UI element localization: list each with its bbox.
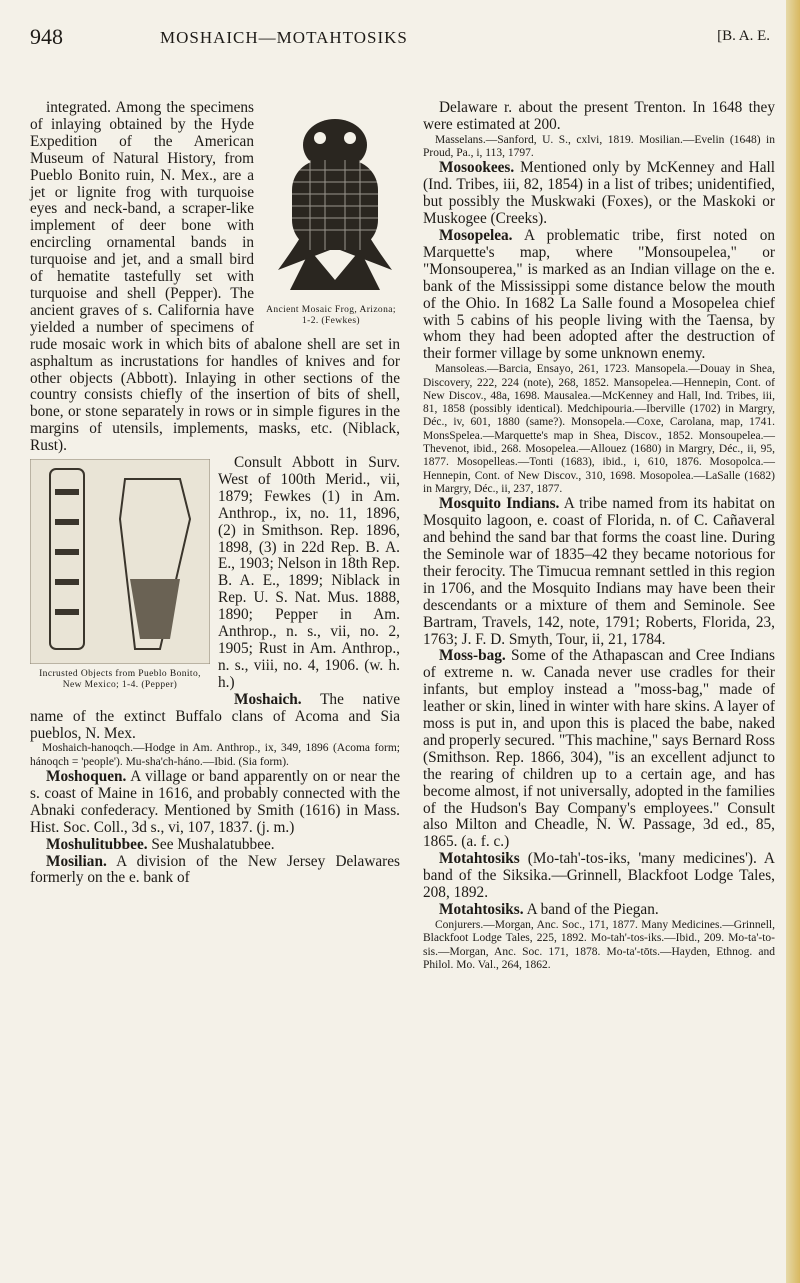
headword: Motahtosiks: [439, 850, 520, 868]
entry-moshulitubbee: Moshulitubbee. See Mushalatubbee.: [46, 835, 275, 853]
page-number: 948: [30, 24, 63, 49]
headword: Moshaich.: [234, 690, 302, 708]
entry-motahtosiks-piegan: Motahtosiks. A band of the Piegan.: [439, 901, 659, 918]
left-column: [30, 100, 400, 887]
ref-motahtosiks: Conjurers.—Morgan, Anc. Soc., 171, 1877. Many Medicines.—Grinnell, Blackfoot Lodge Tales, 225, 1892. Mo-tah'-tos-iks.—Ibid., 209. Mo-ta'-to-sis.—Morgan, Anc. Soc. 171, 1878. Mo-ta'-tōts.—Hayden, Ethnog. and Philol. Mo. Val., 264, 1862.: [423, 918, 775, 971]
ref-mosilian: Masselans.—Sanford, U. S., cxlvi, 1819. Mosilian.—Evelin (1648) in Proud, Pa., i, 113, 1797.: [423, 133, 775, 160]
headword: Moshulitubbee.: [46, 835, 148, 853]
headword: Mosopelea.: [439, 227, 513, 245]
entry-mosquito: Mosquito Indians. A tribe named from its habitat on Mosquito lagoon, e. coast of Florida, n. of C. Cañaveral and behind the sand bar that forms the coast line. During the Seminole war of 1835–42 they became notorious for their ferocity. The Timucua remnant settled in this region in 1706, and the Mosquito Indians may have been their descendants or a mixture of them and Seminole. See Bartram, Travels, 142, note, 1791; Roberts, Florida, 23, 1763; J. F. D. Smyth, Tour, ii, 21, 1784.: [423, 495, 775, 648]
incrusted-objects-illustration: [30, 459, 210, 664]
entry-mosilian: Mosilian. A division of the New Jersey Delawares formerly on the e. bank of: [30, 852, 400, 887]
headword: Mosilian.: [46, 852, 107, 870]
entry-motahtosiks-siksika: Motahtosiks (Mo-tah'-tos-iks, 'many medicines'). A band of the Siksika.—Grinnell, Blackfoot Lodge Tales, 208, 1892.: [423, 850, 775, 902]
pueblo-caption: Incrusted Objects from Pueblo Bonito, New Mexico; 1-4. (Pepper): [39, 668, 201, 690]
mosilian-continued: Delaware r. about the present Trenton. In 1648 they were estimated at 200.: [423, 99, 775, 133]
running-title: MOSHAICH—MOTAHTOSIKS: [160, 28, 408, 47]
entry-mosookees: Mosookees. Mentioned only by McKenney and Hall (Ind. Tribes, iii, 82, 1854) in a list of tribes; unidentified, but possibly the Muskwaki (Foxes), or the Maskoki or Muskogee (Creeks).: [423, 159, 776, 228]
entry-mosopelea: Mosopelea. A problematic tribe, first noted on Marquette's map, where "Monsoupelea," or "Monsouperea," is marked as an Indian village on the e. bank of the Mississippi some distance below the mouth of the Ohio. In 1682 La Salle found a Mosopelea chief with 5 cabins of his people living with the Taensa, by whom they had been adopted after the destruction of their former village by some unknown enemy.: [423, 227, 775, 363]
headword: Moss-bag.: [439, 647, 506, 665]
headword: Moshoquen.: [46, 768, 127, 786]
ref-mosopelea: Mansoleas.—Barcia, Ensayo, 261, 1723. Mansopela.—Douay in Shea, Discovery, 222, 224 (note), 268, 1852. Mansopelea.—Hennepin, Cont. of New Discov., 48a, 1698. Mausalea.—McKenney and Hall, Ind. Tribes, iii, 81, 1858 (possibly identical). Medchipouria.—Iberville (1702) in Margry, Déc., iv, 601, 1880 (same?). Monsopela.—Coxe, Carolana, map, 1741. MonsSpelea.—Marquette's map in Shea, Discov., 1852. Monsoupelea.—Thevenot, ibid., 268. Mosopelea.—Allouez (1680) in Margry, Déc., ii, 95, 1877. Mosopelleas.—Tonti (1683), ibid., i, 610, 1876. Mosopolca.—Hennepin, Cont. of New Discov., 310, 1698. Mosopolea.—LaSalle (1682) in Margry, Déc., ii, 237, 1877.: [423, 363, 775, 495]
headword: Mosquito Indians.: [439, 495, 560, 513]
headword: Mosookees.: [439, 159, 515, 177]
book-spine-edge: [786, 0, 800, 1283]
consult-paragraph: Consult Abbott in Surv. West of 100th Merid., vii, 1879; Fewkes (1) in Am. Anthrop., ix, no. 11, 1896, (2) in Smithson. Rep. 1896, 1898, (3) in 22d Rep. B. A. E., 1903; Nelson in 18th Rep. B. A. E., 1899; Niblack in Rep. U. S. Nat. Mus. 1888, 1890; Pepper in Am. Anthrop., n. s., vii, no. 2, 1905; Rust in Am. Anthrop., n. s., viii, no. 4, 1906. (w. h. h.): [218, 454, 400, 691]
page-header: [30, 24, 770, 64]
ref-moshaich: Moshaich-hanoqch.—Hodge in Am. Anthrop., ix, 349, 1896 (Acoma form; hánoqch = 'people'). Mu-sha'ch-háno.—Ibid. (Sia form).: [30, 742, 400, 768]
headword: Motahtosiks.: [439, 901, 524, 918]
frog-illustration: [270, 100, 400, 300]
entry-moss-bag: Moss-bag. Some of the Athapascan and Cree Indians of extreme n. w. Canada never use cradles for their infants, but employ instead a "moss-bag," made of leather or skin, lined in winter with hare skins. A layer of moss is put in, and upon this is placed the babe, naked and properly secured. "This machine," says Bernard Ross (Smithson. Rep. 1866, 304), "is an excellent adjunct to the rearing of children up to a certain age, and has become almost, if not universally, adopted in the families of the Hudson's Bay Company's employees." Consult also Milton and Cheadle, N. W. Passage, 3d ed., 85, 1865. (a. f. c.): [423, 647, 775, 851]
pueblo-objects-figure: [30, 459, 210, 694]
entry-moshaich: Moshaich. The native name of the extinct Buffalo clans of Acoma and Sia pueblos, N. Mex.: [30, 690, 400, 742]
entry-moshoquen: Moshoquen. A village or band apparently on or near the s. coast of Maine in 1616, and probably connected with the Abnaki confederacy. Mentioned by Smith (1616) in Mass. Hist. Soc. Coll., 3d s., vi, 107, 1837. (j. m.): [30, 768, 400, 836]
inlaying-paragraph: integrated. Among the specimens of inlaying obtained by the Hyde Expedition of the American Museum of Natural History, from Pueblo Bonito ruin, N. Mex., are a jet or lignite frog with turquoise eyes and neck-band, a scraper-like implement of deer bone with encircling ornamental bands in turquoise and jet, and a small bird of hematite tastefully set with turquoise and shell (Pepper). The ancient graves of s. California have yielded a number of specimens of rude mosaic work in which bits of abalone shell are set in asphaltum as incrustations for handles of knives and for other objects (Abbott). Inlaying in other sections of the country consists chiefly of the insertion of bits of shell, bone, or stone separately in rows or in simple figures in the margins of utensils, implements, masks, etc. (Niblack, Rust).: [30, 99, 400, 455]
right-column: [423, 100, 775, 972]
mosaic-frog-figure: [262, 100, 400, 326]
frog-caption: Ancient Mosaic Frog, Arizona; 1-2. (Fewkes): [266, 304, 396, 326]
section-mark: [B. A. E.: [717, 28, 770, 44]
